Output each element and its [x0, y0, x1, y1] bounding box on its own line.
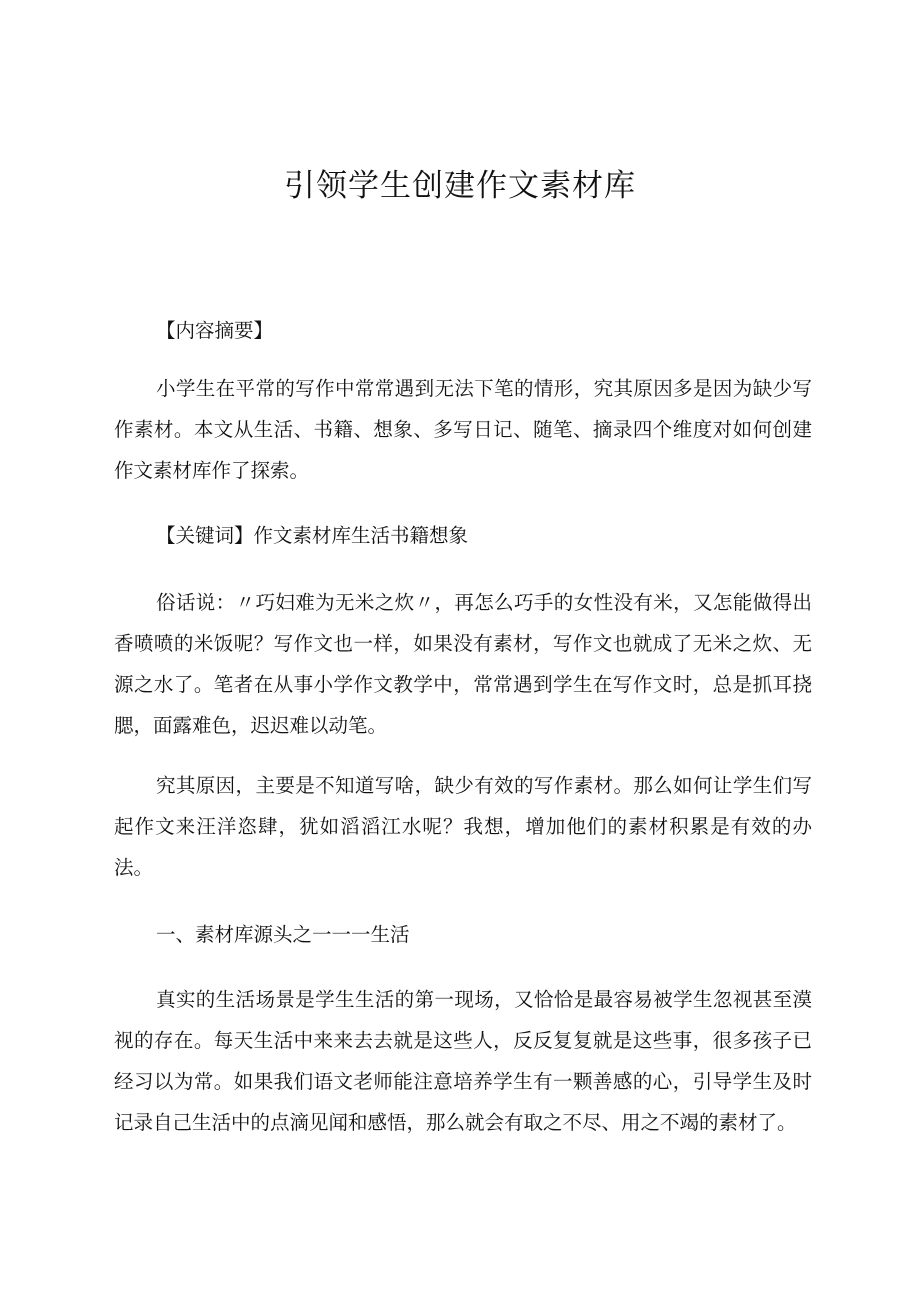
keywords-line: 【关键词】作文素材库生活书籍想象 [156, 524, 469, 547]
document-title: 引领学生创建作文素材库 [284, 168, 636, 204]
body-paragraph-1: 俗话说：〃巧妇难为无米之炊〃，再怎么巧手的女性没有米，又怎能做得出香喷喷的米饭呢？写作文也一样，如果没有素材，写作文也就成了无米之炊、无源之水了。笔者在从事小学作文教学中，常常遇到学生在写作文时，总是抓耳挠腮，面露难色，迟迟难以动笔。 [114, 591, 812, 737]
abstract-label: 【内容摘要】 [156, 319, 274, 342]
body-paragraph-3: 真实的生活场景是学生生活的第一现场，又恰恰是最容易被学生忽视甚至漠视的存在。每天生活中来来去去就是这些人，反反复复就是这些事，很多孩子已经习以为常。如果我们语文老师能注意培养学生有一颗善感的心，引导学生及时记录自己生活中的点滴见闻和感悟，那么就会有取之不尽、用之不竭的素材了。 [114, 988, 812, 1134]
section-heading-1: 一、素材库源头之一一一生活 [156, 923, 410, 946]
abstract-paragraph: 小学生在平常的写作中常常遇到无法下笔的情形，究其原因多是因为缺少写作素材。本文从生活、书籍、想象、多写日记、随笔、摘录四个维度对如何创建作文素材库作了探索。 [114, 377, 812, 482]
body-paragraph-2: 究其原因，主要是不知道写啥，缺少有效的写作素材。那么如何让学生们写起作文来汪洋恣肆，犹如滔滔江水呢？我想，增加他们的素材积累是有效的办法。 [114, 774, 812, 879]
